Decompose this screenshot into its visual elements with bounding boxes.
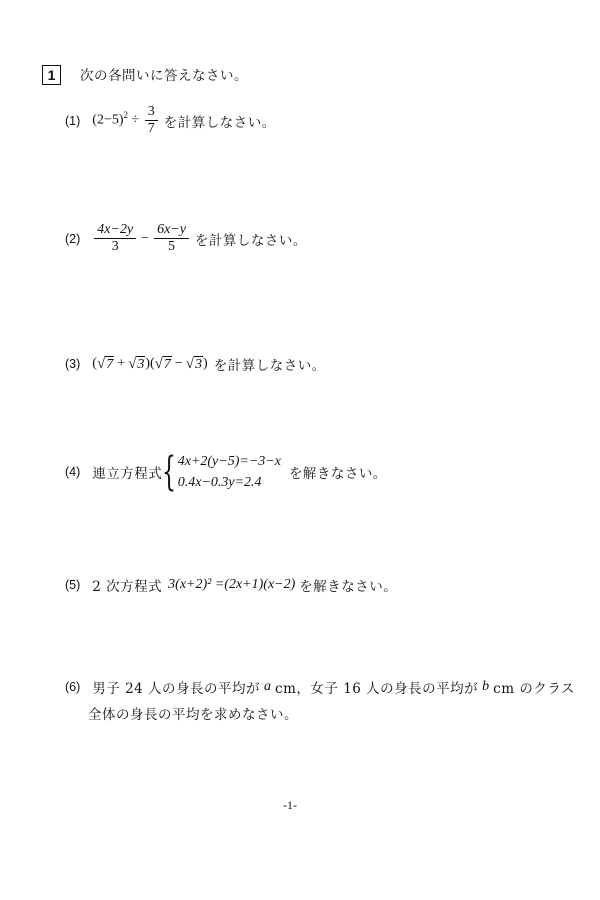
q1-exponent: 2 bbox=[123, 110, 129, 121]
q2-fraction-2-denominator: 5 bbox=[168, 239, 175, 254]
q3-radicand-3: 7 bbox=[163, 356, 171, 372]
q4-instruction: を解きなさい。 bbox=[288, 466, 387, 482]
question-6 bbox=[65, 677, 575, 723]
q1-operator: ÷ bbox=[131, 112, 140, 128]
q1-fraction-numerator: 3 bbox=[145, 104, 158, 121]
q6-text-part-2: cm，女子 16 人の身長の平均が bbox=[275, 681, 479, 697]
q6-text-line-2: 全体の身長の平均を求めなさい。 bbox=[88, 707, 298, 723]
q4-prefix: 連立方程式 bbox=[92, 466, 163, 482]
q5-instruction: を解きなさい。 bbox=[299, 579, 398, 595]
q1-instruction: を計算しなさい。 bbox=[163, 114, 276, 131]
question-label: (1) bbox=[65, 113, 81, 128]
question-label: (3) bbox=[65, 357, 81, 371]
question-label: (6) bbox=[65, 680, 81, 694]
question-4 bbox=[65, 451, 387, 493]
question-1 bbox=[65, 104, 276, 137]
q2-fraction-1-numerator: 4x−2y bbox=[94, 222, 136, 239]
q3-plus: + bbox=[117, 356, 126, 371]
q3-radicand-1: 7 bbox=[106, 356, 114, 372]
q2-instruction: を計算しなさい。 bbox=[194, 232, 307, 249]
q1-fraction-denominator: 7 bbox=[147, 121, 155, 136]
q4-system bbox=[178, 451, 281, 493]
q2-fraction-1-denominator: 3 bbox=[111, 239, 119, 254]
q3-expression bbox=[92, 356, 207, 373]
q1-fraction bbox=[145, 104, 158, 137]
question-3 bbox=[65, 354, 326, 374]
q5-equation: 3(x+2)² =(2x+1)(x−2) bbox=[168, 577, 296, 592]
q3-sqrt-1: √ 7 bbox=[96, 355, 114, 372]
q6-variable-b: b bbox=[482, 679, 490, 694]
q6-variable-a: a bbox=[264, 679, 272, 694]
q3-radicand-4: 3 bbox=[195, 356, 203, 372]
q3-mid-paren: )( bbox=[145, 356, 155, 371]
q1-expression bbox=[92, 104, 159, 137]
section-number-box: 1 bbox=[42, 65, 61, 85]
page-number: -1- bbox=[283, 798, 297, 812]
q6-text-part-3: cm のクラス bbox=[493, 681, 575, 697]
q5-prefix: 2 次方程式 bbox=[92, 579, 163, 595]
q3-open-paren: ( bbox=[92, 356, 97, 371]
q3-close-paren: ) bbox=[203, 356, 208, 371]
question-5 bbox=[65, 575, 397, 595]
q4-equation-2: 0.4x−0.3y=2.4 bbox=[177, 475, 262, 490]
q3-radicand-2: 3 bbox=[137, 356, 145, 372]
q2-fraction-2-numerator: 6x−y bbox=[154, 222, 189, 239]
q3-sqrt-2: √ 3 bbox=[128, 355, 145, 372]
q3-minus: − bbox=[174, 356, 183, 371]
q4-equation-1: 4x+2(y−5)=−3−x bbox=[177, 454, 281, 469]
q2-fraction-1 bbox=[94, 222, 136, 255]
q3-instruction: を計算しなさい。 bbox=[213, 358, 326, 374]
q2-operator: − bbox=[141, 230, 150, 246]
q3-sqrt-4: √ 3 bbox=[185, 355, 203, 372]
q3-sqrt-3: √ 7 bbox=[154, 355, 171, 372]
q4-system-brace: { bbox=[162, 449, 177, 495]
question-label: (5) bbox=[65, 578, 81, 592]
question-label: (2) bbox=[65, 231, 81, 246]
q1-base: (2−5) bbox=[92, 112, 124, 128]
question-label: (4) bbox=[65, 465, 81, 479]
q2-fraction-2 bbox=[154, 222, 189, 255]
q2-expression bbox=[92, 222, 191, 255]
question-2 bbox=[65, 222, 307, 255]
q6-text-part-1: 男子 24 人の身長の平均が bbox=[92, 681, 261, 697]
section-instruction: 次の各問いに答えなさい。 bbox=[80, 68, 248, 84]
